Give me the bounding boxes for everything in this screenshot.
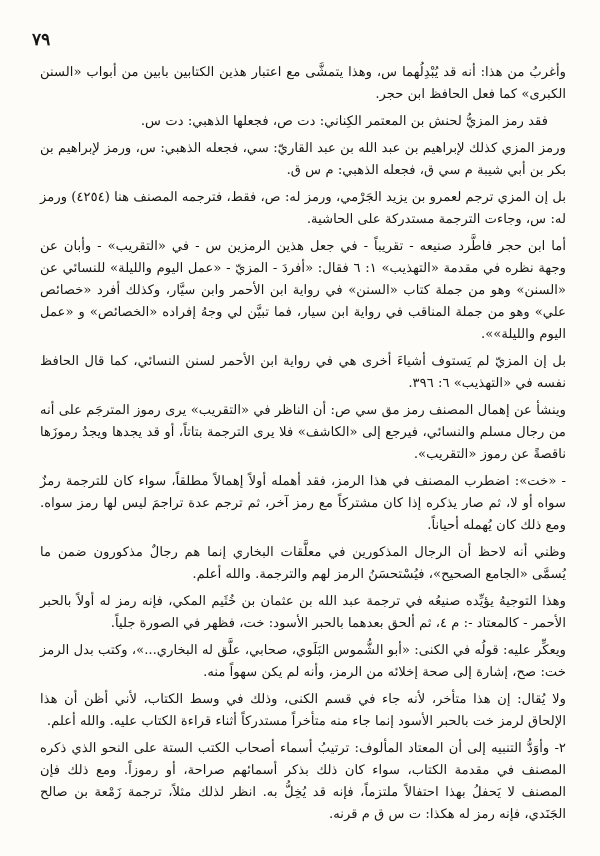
paragraph-13: ٢- وأوَدُّ التنبيه إلى أن المعتاد المألوف: ترتيبُ أسماء أصحاب الكتب الستة على النحو الذي ذكره المصنف في مقدمة الكتاب، سواء كان ذلك بذكر أسمائهم صراحة، أو رموزاً. ومع ذلك فإن المصنف لا يَحفلُ بهذا احتفالاً ملتزماً، فإنه قد يُخِلُّ به. انظر لذلك مثلاً، ترجمة زَمْعة بن صالح الجَنَدي، فإنه رمز له هكذا: ت س ق م قرنه. — [40, 741, 566, 822]
paragraph-3: ورمز المزي كذلك لإبراهيم بن عبد الله بن عبد القاريّ: سي، فجعله الذهبي: س، ورمز لإبراهيم بن بكر بن أبي شيبة م سي ق، فجعله الذهبي: م س ق. — [40, 141, 566, 178]
paragraph-5: أما ابن حجر فاطَّرد صنيعه - تقريباً - في جعل هذين الرمزين س - في «التقريب» - وأبان عن وجهة نظره في مقدمة «التهذيب» ١: ٦ فقال: «أفردَ - المزيّ - «عمل اليوم والليلة» للنسائي عن «السنن» وهو من جملة كتاب «السنن» في رواية ابن الأحمر وابن سيَّار، وكذلك أفرد «خصائص علي» وهو من جملة المناقب في رواية ابن سيار، فما تبيَّن لي وجهُ إفراده «الخصائص» و «عمل اليوم والليلة»». — [40, 239, 566, 342]
paragraph-7: وينشأ عن إهمال المصنف رمز مق سي ص: أن الناظر في «التقريب» يرى رموز المترجَم على أنه من رجال مسلم والنسائي، فيرجع إلى «الكاشف» فلا يرى الترجمة بتاتاً، أو قد يجدها ويجدُ رموزَها ناقصةً عن رموز «التقريب». — [40, 403, 566, 462]
page-body — [40, 62, 566, 826]
paragraph-8: - «خت»: اضطرب المصنف في هذا الرمز، فقد أهمله أولاً إهمالاً مطلقاً، سواء كان للترجمة رمزٌ سواه أو لا، ثم صار يذكره إذا كان مشتركاً مع رمز آخر، ثم ترجم عدة تراجمَ ليس لها رمز سواه. ومع ذلك كان يُهمله أحياناً. — [40, 474, 566, 533]
paragraph-4: بل إن المزي ترجم لعمرو بن يزيد الجَرْمي، ورمز له: ص، فقط، فترجمه المصنف هنا (٤٢٥٤) ورمز له: س، وجاءت الترجمة مستدركة على الحاشية. — [40, 190, 566, 227]
page-number: ٧٩ — [32, 30, 51, 50]
paragraph-12: ولا يُقال: إن هذا متأخر، لأنه جاء في قسم الكنى، وذلك في وسط الكتاب، لأني أظن أن هذا الإلحاق لرمز خت بالحبر الأسود إنما جاء منه متأخراً مستدركاً أثناء قراءة الكتاب عليه. والله أعلم. — [40, 692, 566, 729]
paragraph-1: وأغربُ من هذا: أنه قد يُبْدِلُهما س، وهذا يتمشَّى مع اعتبار هذين الكتابين بابين من أبواب «السنن الكبرى» كما فعل الحافظ ابن حجر. — [40, 65, 566, 102]
paragraph-2: فقد رمز المزيُّ لحنش بن المعتمر الكِناني: دت ص، فجعلها الذهبي: دت س. — [140, 114, 548, 129]
paragraph-10: وهذا التوجيهُ يؤيِّده صنيعُه في ترجمة عبد الله بن عثمان بن خُثَيم المكي، فإنه رمز له أولاً بالحبر الأحمر - كالمعتاد -: م ٤، ثم ألحق بعدهما بالحبر الأسود: خت، فظهر في الصورة جلياً. — [40, 594, 566, 631]
paragraph-6: بل إن المزيّ لم يَستوف أشياءَ أخرى هي في رواية ابن الأحمر لسنن النسائي، كما قال الحافظ نفسه في «التهذيب» ٦: ٣٩٦. — [40, 354, 566, 391]
paragraph-11: ويعكِّر عليه: قولُه في الكنى: «أبو الشُّموس البَلَوي، صحابي، علَّق له البخاري...»، وكتب بدل الرمز خت: صح، إشارة إلى صحة إخلائه من الرمز، وأنه لم يكن سهواً منه. — [40, 643, 566, 680]
paragraph-9: وظني أنه لاحظ أن الرجال المذكورين في معلَّقات البخاري إنما هم رجالٌ مذكورون ضمن ما يُسمَّى «الجامع الصحيح»، فيُسْتحسَنُ الرمز لهم والترجمة. والله أعلم. — [40, 545, 566, 582]
